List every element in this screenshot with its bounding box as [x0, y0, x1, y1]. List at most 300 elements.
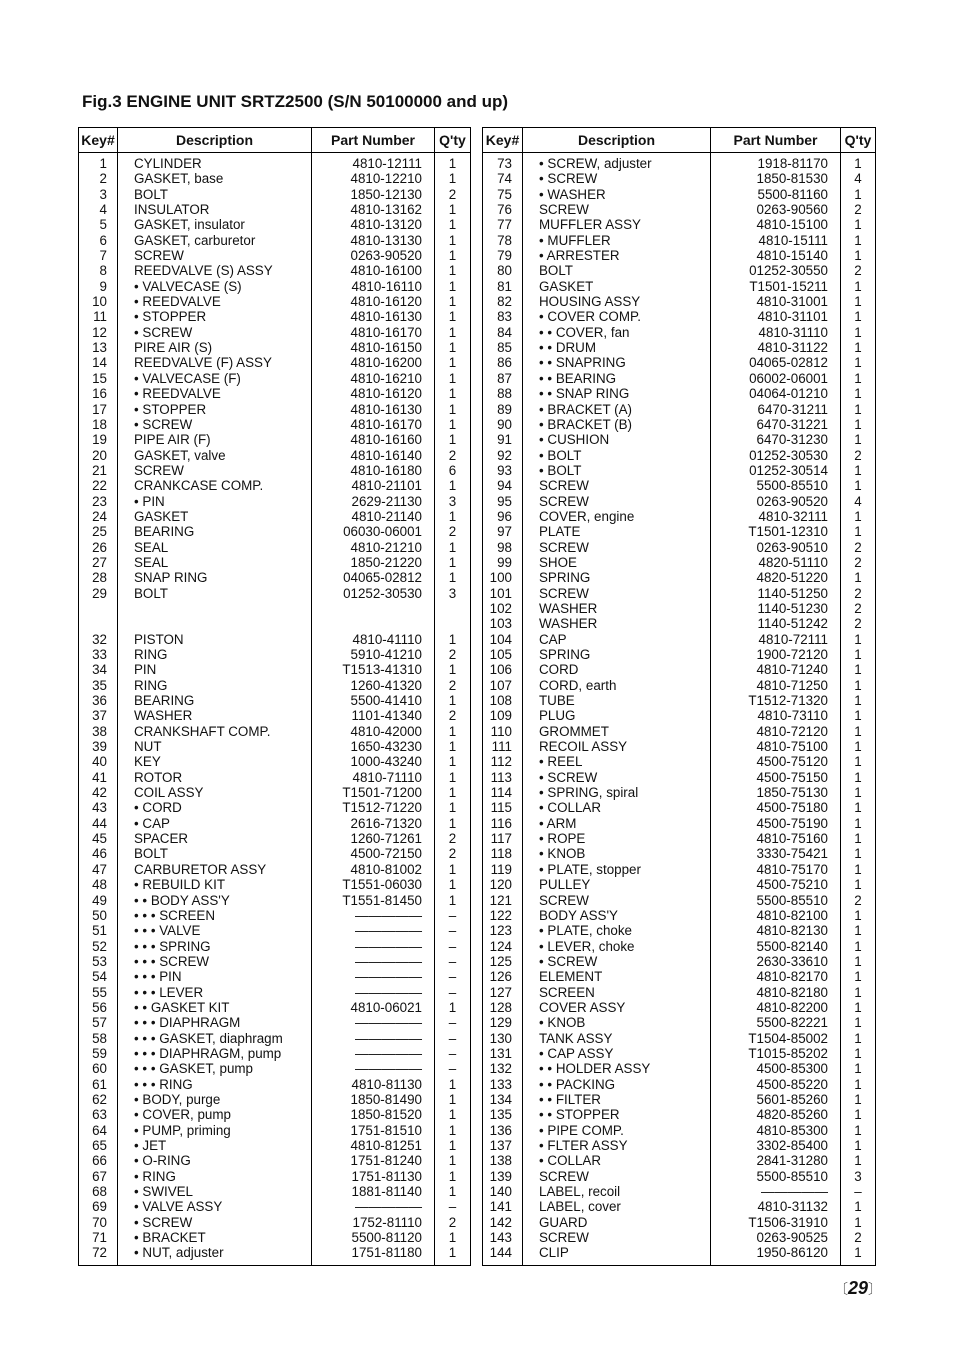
table-row — [483, 233, 876, 248]
key-cell: 66 — [79, 1153, 118, 1168]
key-cell: 126 — [483, 969, 523, 984]
part-number-cell: 4810-71110 — [312, 770, 435, 785]
part-number-cell: T1015-85202 — [711, 1046, 841, 1061]
description-cell: • WASHER — [523, 187, 711, 202]
table-row — [79, 708, 471, 723]
part-number-cell: 4810-12210 — [312, 171, 435, 186]
description-cell: • SCREW — [118, 417, 312, 432]
qty-cell: – — [435, 923, 471, 938]
part-number-cell: 1881-81140 — [312, 1184, 435, 1199]
table-row — [79, 1046, 471, 1061]
key-cell: 44 — [79, 816, 118, 831]
description-cell: GASKET — [118, 509, 312, 524]
part-number-cell: 4810-81251 — [312, 1138, 435, 1153]
table-row — [79, 325, 471, 340]
description-cell: • COLLAR — [523, 1153, 711, 1168]
part-number-cell: 1900-72120 — [711, 647, 841, 662]
parts-table-left — [78, 127, 471, 1266]
part-number-cell: 4810-16170 — [312, 417, 435, 432]
qty-cell: 1 — [841, 678, 876, 693]
description-cell: • COLLAR — [523, 800, 711, 815]
qty-cell: 1 — [841, 371, 876, 386]
part-number-cell: 4810-32111 — [711, 509, 841, 524]
table-row — [79, 1000, 471, 1015]
part-number-cell: 4810-82100 — [711, 908, 841, 923]
description-cell: REEDVALVE (F) ASSY — [118, 355, 312, 370]
table-row — [483, 1046, 876, 1061]
table-row — [483, 662, 876, 677]
table-row — [79, 1031, 471, 1046]
qty-cell: 1 — [841, 233, 876, 248]
part-number-cell: 5500-85510 — [711, 1169, 841, 1184]
qty-cell: 1 — [841, 1077, 876, 1092]
part-number-cell: 4810-15100 — [711, 217, 841, 232]
table-row — [483, 153, 876, 172]
key-cell: 144 — [483, 1245, 523, 1265]
part-number-cell: 04065-02812 — [711, 355, 841, 370]
part-number-cell: 0263-90560 — [711, 202, 841, 217]
qty-cell: – — [435, 1199, 471, 1214]
qty-cell: 2 — [435, 708, 471, 723]
part-number-cell: 4810-82170 — [711, 969, 841, 984]
description-cell: SCREW — [523, 1169, 711, 1184]
part-number-cell: 1850-75130 — [711, 785, 841, 800]
table-row — [483, 1138, 876, 1153]
part-number-cell: 4810-82180 — [711, 985, 841, 1000]
key-cell: 24 — [79, 509, 118, 524]
description-cell: INSULATOR — [118, 202, 312, 217]
description-cell: WASHER — [118, 708, 312, 723]
part-number-cell: ————— — [312, 969, 435, 984]
key-cell: 20 — [79, 448, 118, 463]
table-row — [79, 893, 471, 908]
description-cell: • BOLT — [523, 448, 711, 463]
description-cell: • STOPPER — [118, 309, 312, 324]
table-row — [483, 1015, 876, 1030]
qty-cell: 1 — [841, 1215, 876, 1230]
key-cell: 111 — [483, 739, 523, 754]
table-row — [79, 217, 471, 232]
qty-cell: 1 — [435, 402, 471, 417]
key-cell: 13 — [79, 340, 118, 355]
key-cell: 39 — [79, 739, 118, 754]
table-row — [79, 923, 471, 938]
part-number-cell: 1650-43230 — [312, 739, 435, 754]
table-row — [483, 601, 876, 616]
description-cell: SPRING — [523, 647, 711, 662]
part-number-cell: 1260-41320 — [312, 678, 435, 693]
qty-cell: 4 — [841, 494, 876, 509]
description-cell: SCREEN — [523, 985, 711, 1000]
qty-cell: 4 — [841, 171, 876, 186]
table-row — [483, 417, 876, 432]
key-column-header: Key# — [79, 128, 118, 153]
part-number-cell: 4810-41110 — [312, 632, 435, 647]
part-number-column-header: Part Number — [711, 128, 841, 153]
table-row — [79, 402, 471, 417]
qty-cell: – — [435, 969, 471, 984]
key-cell: 68 — [79, 1184, 118, 1199]
part-number-cell: T1513-41310 — [312, 662, 435, 677]
table-row — [483, 309, 876, 324]
table-row — [483, 248, 876, 263]
key-cell: 112 — [483, 754, 523, 769]
part-number-cell: 4810-85300 — [711, 1123, 841, 1138]
part-number-cell: 4820-85260 — [711, 1107, 841, 1122]
description-cell: TANK ASSY — [523, 1031, 711, 1046]
key-cell: 28 — [79, 570, 118, 585]
table-row — [79, 540, 471, 555]
key-cell: 127 — [483, 985, 523, 1000]
part-number-cell: 3302-85400 — [711, 1138, 841, 1153]
key-cell: 7 — [79, 248, 118, 263]
description-cell: • PIN — [118, 494, 312, 509]
key-cell: 139 — [483, 1169, 523, 1184]
key-cell: 1 — [79, 153, 118, 172]
qty-cell: 1 — [841, 478, 876, 493]
qty-cell: 1 — [435, 1138, 471, 1153]
description-cell: • • FILTER — [523, 1092, 711, 1107]
description-cell: • VALVECASE (S) — [118, 279, 312, 294]
description-cell: • • • DIAPHRAGM — [118, 1015, 312, 1030]
key-cell: 80 — [483, 263, 523, 278]
qty-cell: 1 — [435, 862, 471, 877]
description-cell: • ROPE — [523, 831, 711, 846]
description-cell: TUBE — [523, 693, 711, 708]
key-cell: 63 — [79, 1107, 118, 1122]
description-cell: • • • SPRING — [118, 939, 312, 954]
key-cell: 92 — [483, 448, 523, 463]
key-cell: 135 — [483, 1107, 523, 1122]
key-cell: 90 — [483, 417, 523, 432]
table-row — [79, 248, 471, 263]
qty-cell: 1 — [841, 662, 876, 677]
table-row — [79, 1184, 471, 1199]
description-cell: GASKET, carburetor — [118, 233, 312, 248]
qty-cell: 3 — [435, 586, 471, 601]
qty-cell: – — [435, 939, 471, 954]
qty-cell: 1 — [841, 355, 876, 370]
qty-cell: 1 — [435, 877, 471, 892]
key-cell: 36 — [79, 693, 118, 708]
part-number-cell: T1551-81450 — [312, 893, 435, 908]
table-row — [483, 340, 876, 355]
table-row — [483, 463, 876, 478]
qty-cell: 1 — [435, 724, 471, 739]
key-cell: 6 — [79, 233, 118, 248]
description-cell: SCREW — [118, 463, 312, 478]
description-cell: • REBUILD KIT — [118, 877, 312, 892]
table-row — [79, 371, 471, 386]
part-number-cell: ————— — [312, 985, 435, 1000]
qty-cell: 2 — [841, 540, 876, 555]
key-cell: 15 — [79, 371, 118, 386]
part-number-cell: 4500-75120 — [711, 754, 841, 769]
qty-cell: 2 — [435, 448, 471, 463]
key-cell: 52 — [79, 939, 118, 954]
key-cell: 132 — [483, 1061, 523, 1076]
qty-cell: 1 — [841, 770, 876, 785]
table-row — [483, 432, 876, 447]
table-row — [483, 478, 876, 493]
table-row — [79, 678, 471, 693]
table-row — [483, 1092, 876, 1107]
description-cell: SNAP RING — [118, 570, 312, 585]
key-cell: 79 — [483, 248, 523, 263]
description-cell: CAP — [523, 632, 711, 647]
description-cell: • BRACKET (B) — [523, 417, 711, 432]
key-cell: 73 — [483, 153, 523, 172]
table-row — [483, 831, 876, 846]
key-cell: 129 — [483, 1015, 523, 1030]
part-number-cell: 4810-16210 — [312, 371, 435, 386]
qty-cell: 1 — [841, 785, 876, 800]
part-number-cell: 0263-90525 — [711, 1230, 841, 1245]
part-number-cell: 1751-81130 — [312, 1169, 435, 1184]
description-cell: COIL ASSY — [118, 785, 312, 800]
table-row — [483, 402, 876, 417]
qty-cell: 1 — [841, 693, 876, 708]
key-cell: 101 — [483, 586, 523, 601]
table-row — [483, 509, 876, 524]
description-cell: • VALVECASE (F) — [118, 371, 312, 386]
part-number-cell: 04064-01210 — [711, 386, 841, 401]
table-row — [483, 877, 876, 892]
key-cell: 38 — [79, 724, 118, 739]
key-cell: 58 — [79, 1031, 118, 1046]
qty-cell: 1 — [841, 1031, 876, 1046]
table-row — [483, 1215, 876, 1230]
table-row — [79, 586, 471, 601]
table-row — [79, 939, 471, 954]
key-cell: 123 — [483, 923, 523, 938]
qty-cell: 1 — [841, 1000, 876, 1015]
key-cell: 97 — [483, 524, 523, 539]
description-cell: • SCREW — [523, 770, 711, 785]
table-row — [79, 340, 471, 355]
table-row — [483, 846, 876, 861]
description-cell: COVER ASSY — [523, 1000, 711, 1015]
parts-table-right — [482, 127, 876, 1266]
key-cell: 95 — [483, 494, 523, 509]
description-cell: • • DRUM — [523, 340, 711, 355]
table-row — [79, 279, 471, 294]
description-cell: CRANKCASE COMP. — [118, 478, 312, 493]
part-number-cell: 1752-81110 — [312, 1215, 435, 1230]
table-row — [483, 386, 876, 401]
qty-cell: 1 — [841, 877, 876, 892]
key-cell: 22 — [79, 478, 118, 493]
part-number-cell: 0263-90520 — [312, 248, 435, 263]
qty-cell: 1 — [841, 1015, 876, 1030]
description-cell: • SCREW — [523, 954, 711, 969]
key-cell: 114 — [483, 785, 523, 800]
part-number-cell: 1140-51230 — [711, 601, 841, 616]
table-row — [483, 171, 876, 186]
key-cell: 107 — [483, 678, 523, 693]
qty-cell: 2 — [841, 893, 876, 908]
description-cell: • VALVE ASSY — [118, 1199, 312, 1214]
key-cell — [79, 616, 118, 631]
description-cell: SCREW — [523, 1230, 711, 1245]
table-row — [483, 708, 876, 723]
table-row — [483, 785, 876, 800]
qty-cell: 2 — [841, 601, 876, 616]
key-cell: 34 — [79, 662, 118, 677]
description-cell: • BODY, purge — [118, 1092, 312, 1107]
key-cell: 51 — [79, 923, 118, 938]
qty-cell: 1 — [841, 217, 876, 232]
part-number-cell: ————— — [312, 1031, 435, 1046]
part-number-cell: 4810-16110 — [312, 279, 435, 294]
description-cell: PISTON — [118, 632, 312, 647]
table-row — [79, 1169, 471, 1184]
qty-cell: – — [435, 908, 471, 923]
part-number-cell: ————— — [312, 939, 435, 954]
qty-cell: 1 — [435, 371, 471, 386]
qty-cell: 2 — [435, 1215, 471, 1230]
qty-cell: 1 — [841, 417, 876, 432]
part-number-cell: 5500-82140 — [711, 939, 841, 954]
part-number-cell: ————— — [312, 1199, 435, 1214]
part-number-cell: 4810-31132 — [711, 1199, 841, 1214]
qty-cell: 1 — [435, 340, 471, 355]
qty-cell: 1 — [841, 570, 876, 585]
key-cell: 85 — [483, 340, 523, 355]
table-row — [483, 954, 876, 969]
table-row — [483, 555, 876, 570]
table-row — [79, 233, 471, 248]
key-cell: 48 — [79, 877, 118, 892]
key-cell: 99 — [483, 555, 523, 570]
description-cell: BOLT — [118, 586, 312, 601]
key-cell: 21 — [79, 463, 118, 478]
key-cell: 118 — [483, 846, 523, 861]
part-number-cell: 4810-12111 — [312, 153, 435, 172]
table-row — [483, 647, 876, 662]
key-cell: 105 — [483, 647, 523, 662]
table-row — [79, 570, 471, 585]
qty-cell: 1 — [841, 153, 876, 172]
key-cell: 43 — [79, 800, 118, 815]
description-cell: NUT — [118, 739, 312, 754]
table-row — [483, 800, 876, 815]
description-cell: SCREW — [523, 202, 711, 217]
key-cell: 26 — [79, 540, 118, 555]
description-cell: BOLT — [118, 187, 312, 202]
qty-cell: 1 — [841, 954, 876, 969]
part-number-cell: 4810-16150 — [312, 340, 435, 355]
qty-cell: 1 — [841, 985, 876, 1000]
key-cell: 115 — [483, 800, 523, 815]
table-row — [483, 893, 876, 908]
qty-cell: 1 — [435, 509, 471, 524]
part-number-cell: 4810-81002 — [312, 862, 435, 877]
table-row — [79, 1123, 471, 1138]
part-number-cell: 4810-75100 — [711, 739, 841, 754]
qty-cell: 2 — [841, 263, 876, 278]
key-cell: 61 — [79, 1077, 118, 1092]
description-cell: CYLINDER — [118, 153, 312, 172]
qty-cell: 1 — [841, 432, 876, 447]
key-cell: 117 — [483, 831, 523, 846]
part-number-cell: 1751-81180 — [312, 1245, 435, 1265]
table-row — [79, 908, 471, 923]
description-cell: GASKET, base — [118, 171, 312, 186]
table-row — [483, 187, 876, 202]
key-cell: 83 — [483, 309, 523, 324]
qty-cell: 2 — [435, 678, 471, 693]
table-row — [483, 739, 876, 754]
key-cell: 4 — [79, 202, 118, 217]
table-row — [483, 371, 876, 386]
table-row — [483, 570, 876, 585]
key-cell: 138 — [483, 1153, 523, 1168]
qty-cell: 1 — [841, 524, 876, 539]
table-row — [79, 954, 471, 969]
description-cell: GASKET — [523, 279, 711, 294]
table-row — [483, 355, 876, 370]
description-cell: • BRACKET (A) — [523, 402, 711, 417]
qty-cell: 1 — [435, 816, 471, 831]
description-cell: SHOE — [523, 555, 711, 570]
qty-cell: 6 — [435, 463, 471, 478]
part-number-cell: 4810-71250 — [711, 678, 841, 693]
qty-cell: 2 — [841, 555, 876, 570]
table-row — [79, 263, 471, 278]
key-cell: 69 — [79, 1199, 118, 1214]
part-number-cell: 1850-81490 — [312, 1092, 435, 1107]
table-row — [79, 877, 471, 892]
description-cell: LABEL, recoil — [523, 1184, 711, 1199]
qty-cell: 1 — [841, 632, 876, 647]
table-row — [79, 647, 471, 662]
table-row — [79, 754, 471, 769]
qty-cell: 1 — [841, 1123, 876, 1138]
key-cell: 93 — [483, 463, 523, 478]
description-cell: RING — [118, 647, 312, 662]
qty-cell: – — [841, 1184, 876, 1199]
key-cell: 10 — [79, 294, 118, 309]
qty-cell: – — [435, 1031, 471, 1046]
part-number-cell: 4500-75180 — [711, 800, 841, 815]
part-number-cell: 4810-16170 — [312, 325, 435, 340]
table-row — [483, 1199, 876, 1214]
key-cell: 96 — [483, 509, 523, 524]
qty-cell: 1 — [841, 939, 876, 954]
description-cell: BEARING — [118, 524, 312, 539]
description-cell: • JET — [118, 1138, 312, 1153]
table-row — [483, 1230, 876, 1245]
table-row — [483, 1061, 876, 1076]
description-cell: • SCREW, adjuster — [523, 153, 711, 172]
table-row — [79, 616, 471, 631]
key-cell: 50 — [79, 908, 118, 923]
key-cell: 125 — [483, 954, 523, 969]
key-cell: 121 — [483, 893, 523, 908]
part-number-cell: T1512-71220 — [312, 800, 435, 815]
table-row — [79, 432, 471, 447]
qty-cell: 1 — [435, 1153, 471, 1168]
part-number-cell: 4810-15111 — [711, 233, 841, 248]
part-number-cell: 5500-85510 — [711, 478, 841, 493]
description-cell: • • • SCREEN — [118, 908, 312, 923]
description-cell: • PUMP, priming — [118, 1123, 312, 1138]
qty-cell: 2 — [841, 616, 876, 631]
part-number-column-header: Part Number — [312, 128, 435, 153]
key-cell: 142 — [483, 1215, 523, 1230]
qty-cell: 1 — [841, 1138, 876, 1153]
